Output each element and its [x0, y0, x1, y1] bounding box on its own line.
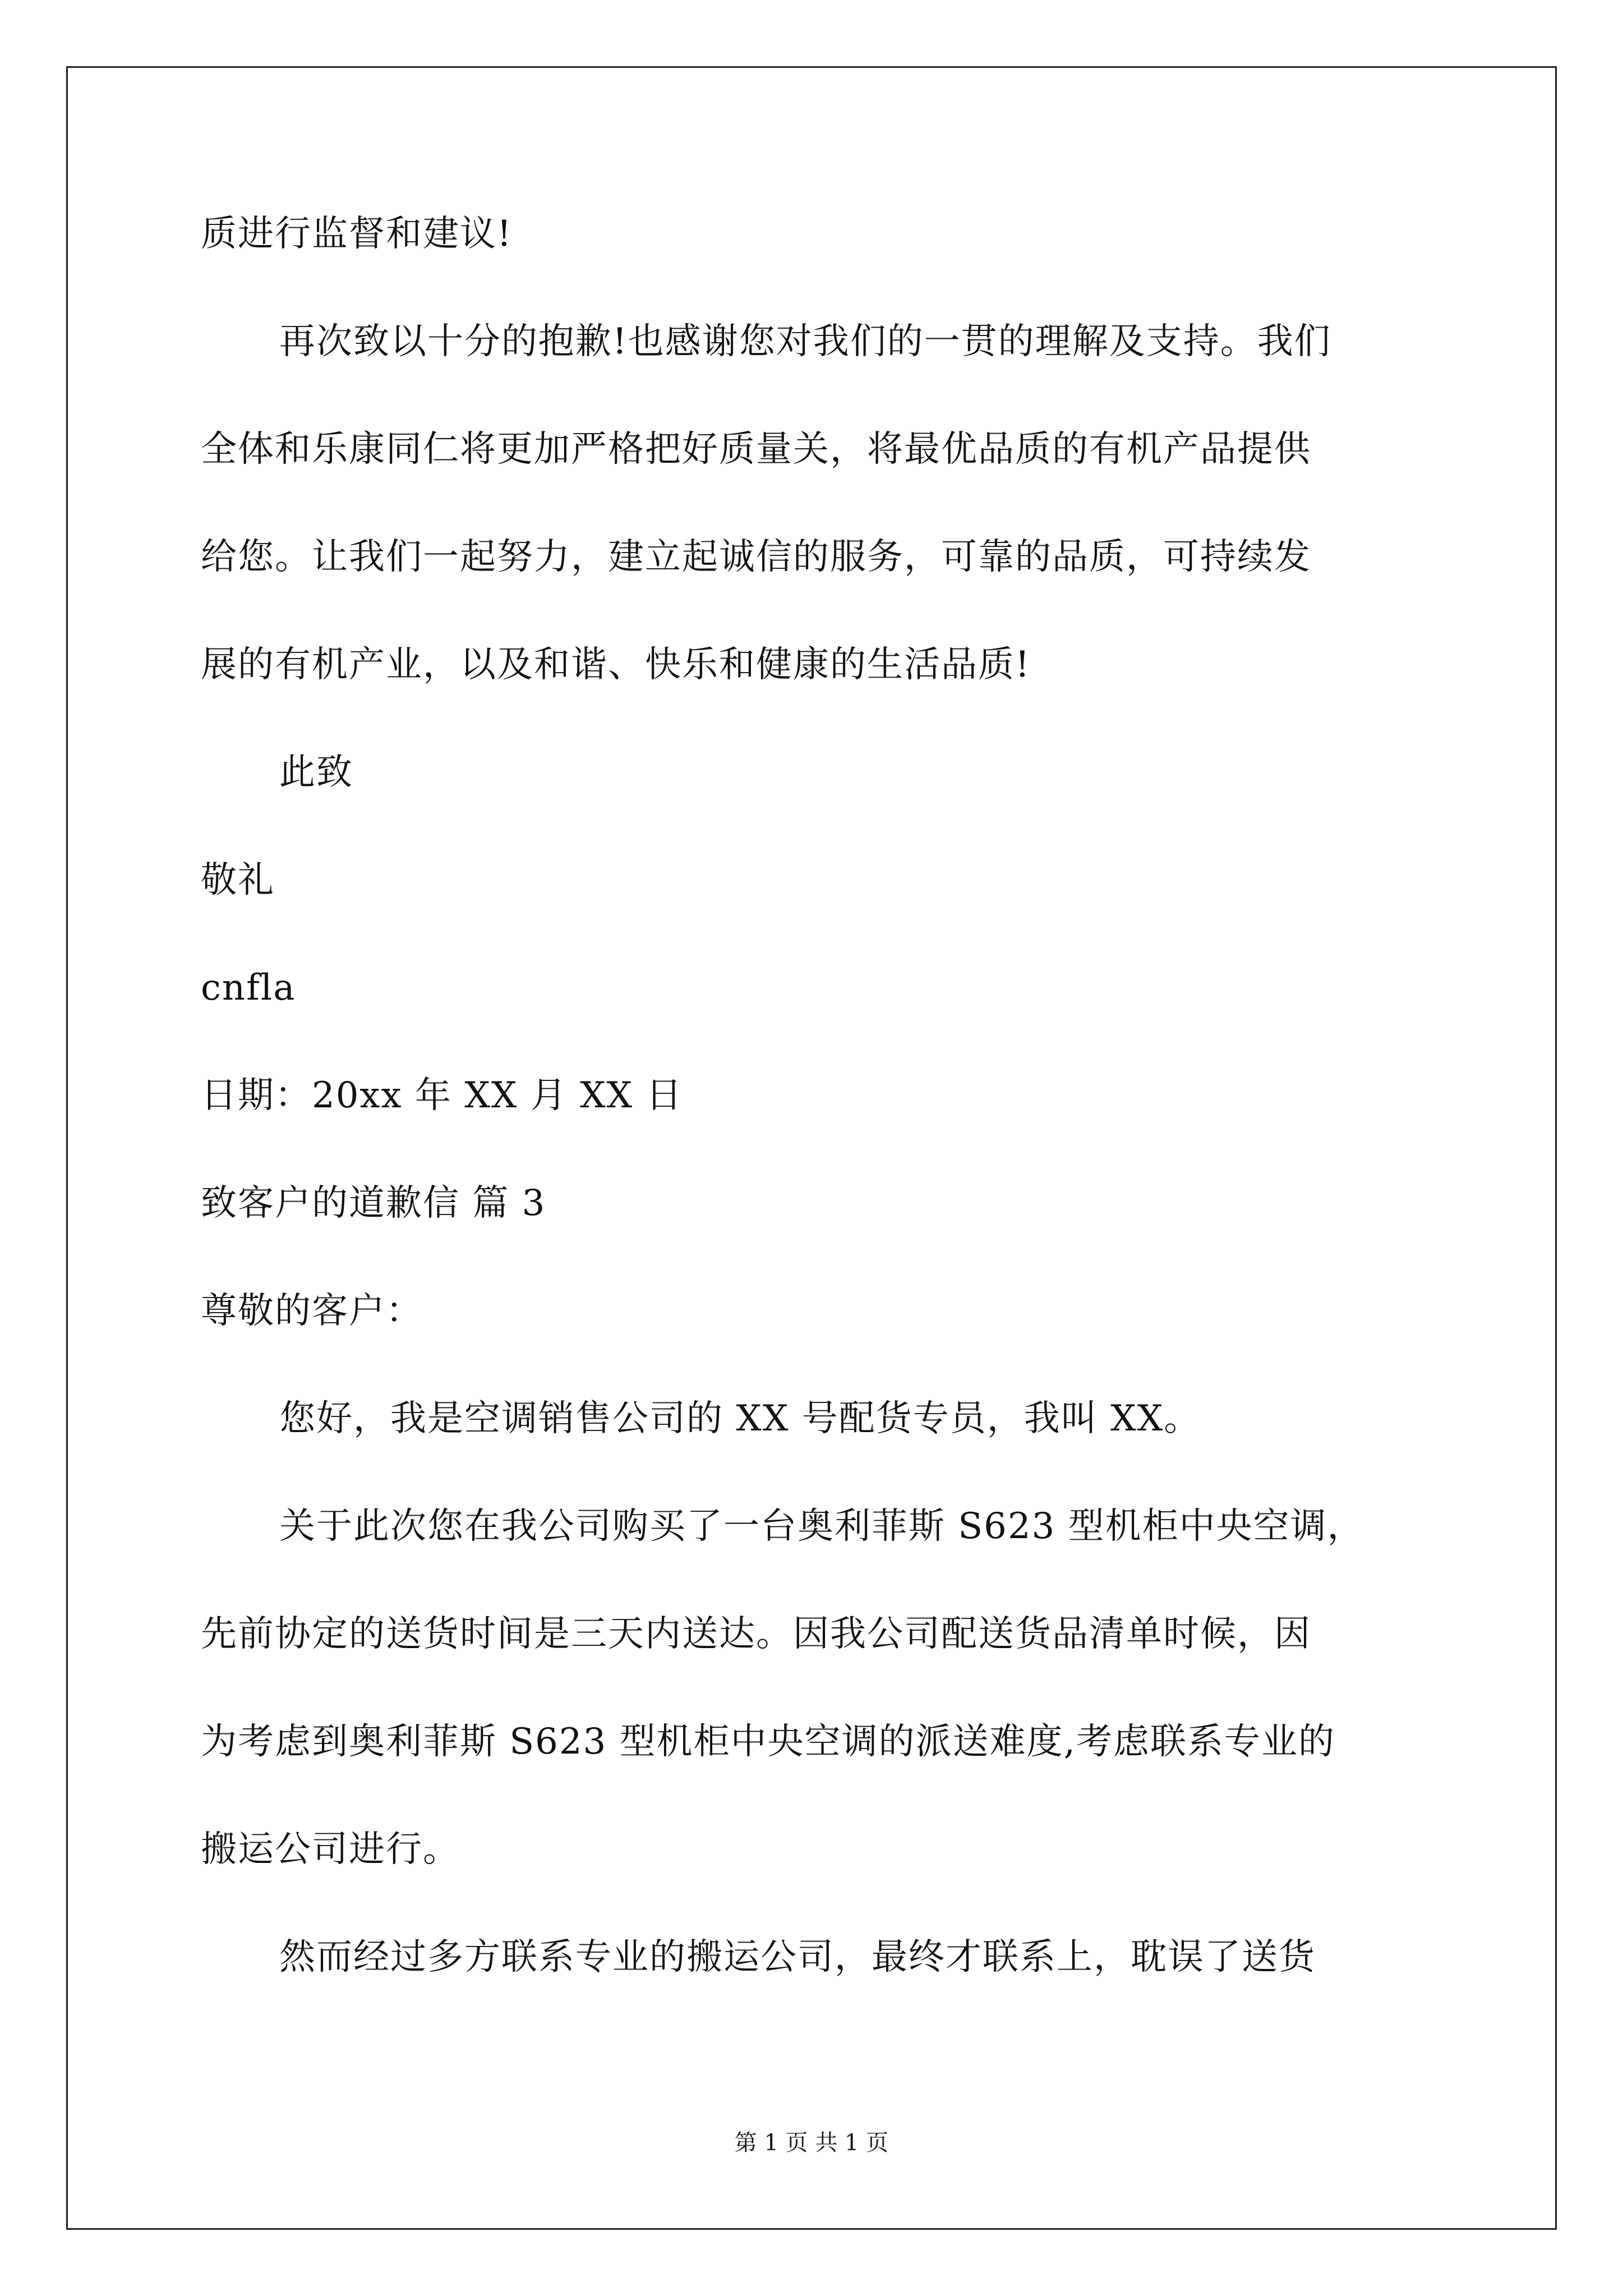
text-line: 给您。让我们一起努力，建立起诚信的服务，可靠的品质，可持续发	[201, 536, 1311, 578]
closing-salutation: 此致	[279, 752, 353, 793]
page-number-footer: 第 1 页 共 1 页	[734, 2130, 889, 2156]
text-line: 全体和乐康同仁将更加严格把好质量关，将最优品质的有机产品提供	[201, 429, 1311, 470]
text-line: 为考虑到奥利菲斯 S623 型机柜中央空调的派送难度,考虑联系专业的	[201, 1721, 1336, 1763]
greeting: 尊敬的客户：	[201, 1290, 423, 1332]
text-line: 先前协定的送货时间是三天内送达。因我公司配送货品清单时候，因	[201, 1613, 1311, 1655]
document-body	[201, 213, 1457, 2047]
signature-name: cnfla	[201, 967, 296, 1009]
text-line: 您好，我是空调销售公司的 XX 号配货专员，我叫 XX。	[279, 1398, 1201, 1439]
closing-regards: 敬礼	[201, 859, 275, 901]
text-line: 展的有机产业，以及和谐、快乐和健康的生活品质!	[201, 644, 1031, 685]
text-line: 关于此次您在我公司购买了一台奥利菲斯 S623 型机柜中央空调，	[279, 1506, 1364, 1547]
text-line: 再次致以十分的抱歉!也感谢您对我们的一贯的理解及支持。我们	[279, 321, 1331, 362]
text-line: 然而经过多方联系专业的搬运公司，最终才联系上，耽误了送货	[279, 1936, 1316, 1978]
text-line: 质进行监督和建议!	[201, 213, 513, 255]
date-line: 日期：20xx 年 XX 月 XX 日	[201, 1075, 683, 1116]
text-line: 搬运公司进行。	[201, 1829, 460, 1870]
section-heading: 致客户的道歉信 篇 3	[201, 1182, 546, 1224]
